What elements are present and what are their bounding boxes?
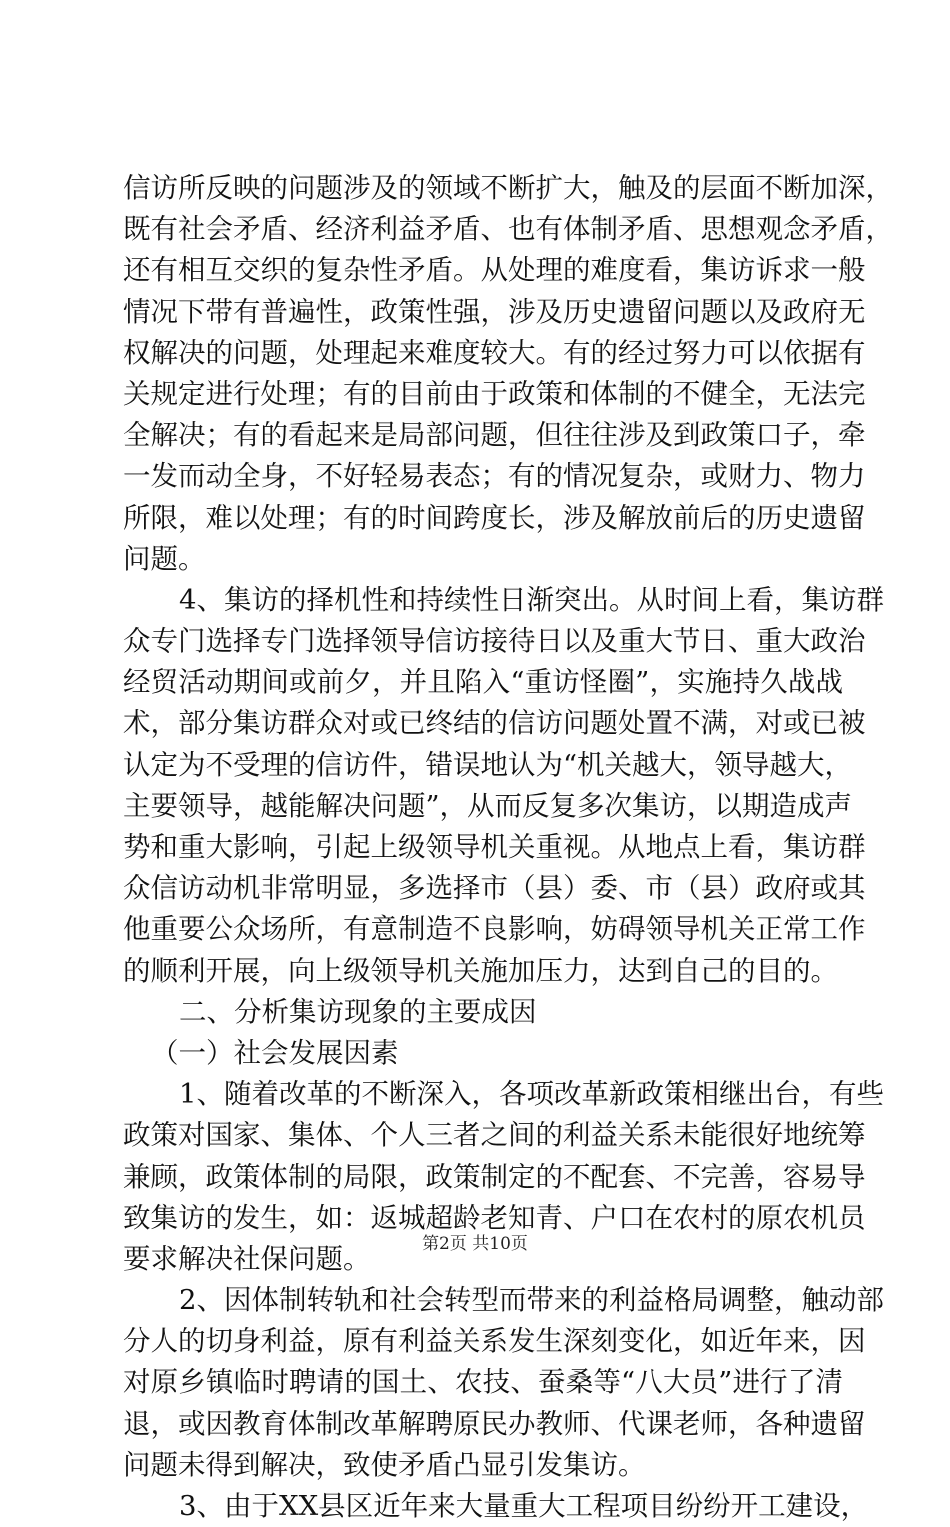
paragraph-line: 全解决；有的看起来是局部问题，但往往涉及到政策口子，牵 — [123, 419, 866, 452]
paragraph-line: 术，部分集访群众对或已终结的信访问题处置不满，对或已被 — [123, 707, 866, 740]
paragraph-line: 所限，难以处理；有的时间跨度长，涉及解放前后的历史遗留 — [123, 501, 866, 534]
paragraph-line: 关规定进行处理；有的目前由于政策和体制的不健全，无法完 — [123, 377, 866, 410]
paragraph-line: 众信访动机非常明显，多选择市（县）委、市（县）政府或其 — [123, 872, 866, 905]
paragraph-line: 众专门选择专门选择领导信访接待日以及重大节日、重大政治 — [123, 625, 866, 658]
paragraph-line: 3、由于XX县区近年来大量重大工程项目纷纷开工建设， — [179, 1490, 869, 1522]
document-body — [123, 168, 893, 1527]
paragraph-line: 致集访的发生，如：返城超龄老知青、户口在农村的原农机员 — [123, 1201, 866, 1234]
paragraph-line: 政策对国家、集体、个人三者之间的利益关系未能很好地统筹 — [123, 1119, 866, 1152]
paragraph-line: 兼顾，政策体制的局限，政策制定的不配套、不完善，容易导 — [123, 1160, 866, 1193]
paragraph-line: 退，或因教育体制改革解聘原民办教师、代课老师，各种遗留 — [123, 1407, 866, 1440]
paragraph-line: 问题未得到解决，致使矛盾凸显引发集访。 — [123, 1448, 646, 1481]
paragraph-line: 2、因体制转轨和社会转型而带来的利益格局调整，触动部 — [179, 1284, 884, 1317]
page-footer — [0, 1232, 950, 1256]
paragraph-line: 问题。 — [123, 542, 206, 575]
paragraph-line: 既有社会矛盾、经济利益矛盾、也有体制矛盾、思想观念矛盾， — [123, 213, 893, 246]
paragraph-line: 信访所反映的问题涉及的领域不断扩大，触及的层面不断加深， — [123, 172, 893, 204]
paragraph-line: 1、随着改革的不断深入，各项改革新政策相继出台，有些 — [179, 1078, 884, 1111]
paragraph-line: 的顺利开展，向上级领导机关施加压力，达到自己的目的。 — [123, 954, 838, 987]
paragraph-line: 对原乡镇临时聘请的国土、农技、蚕桑等“八大员”进行了清 — [123, 1366, 843, 1399]
paragraph-line: 权解决的问题，处理起来难度较大。有的经过努力可以依据有 — [123, 336, 866, 369]
paragraph-line: 要求解决社保问题。 — [123, 1242, 371, 1275]
paragraph-line: 认定为不受理的信访件，错误地认为“机关越大，领导越大， — [123, 748, 853, 781]
subsection-heading: （一）社会发展因素 — [151, 1036, 399, 1069]
paragraph-line: 势和重大影响，引起上级领导机关重视。从地点上看，集访群 — [123, 831, 866, 863]
paragraph-line: 他重要公众场所，有意制造不良影响，妨碍领导机关正常工作 — [123, 913, 866, 946]
paragraph-line: 经贸活动期间或前夕，并且陷入“重访怪圈”，实施持久战战 — [123, 666, 843, 699]
paragraph-line: 情况下带有普遍性，政策性强，涉及历史遗留问题以及政府无 — [123, 295, 866, 328]
paragraph-line: 分人的切身利益，原有利益关系发生深刻变化，如近年来，因 — [123, 1325, 866, 1358]
paragraph-line: 还有相互交织的复杂性矛盾。从处理的难度看，集访诉求一般 — [123, 254, 866, 287]
paragraph-line: 一发而动全身，不好轻易表态；有的情况复杂，或财力、物力 — [123, 460, 866, 493]
paragraph-line: 4、集访的择机性和持续性日渐突出。从时间上看，集访群 — [179, 583, 884, 616]
paragraph-line: 主要领导，越能解决问题”，从而反复多次集访，以期造成声 — [123, 789, 853, 822]
section-heading: 二、分析集访现象的主要成因 — [179, 995, 537, 1028]
page-number-info: 第2页 共10页 — [422, 1234, 528, 1254]
